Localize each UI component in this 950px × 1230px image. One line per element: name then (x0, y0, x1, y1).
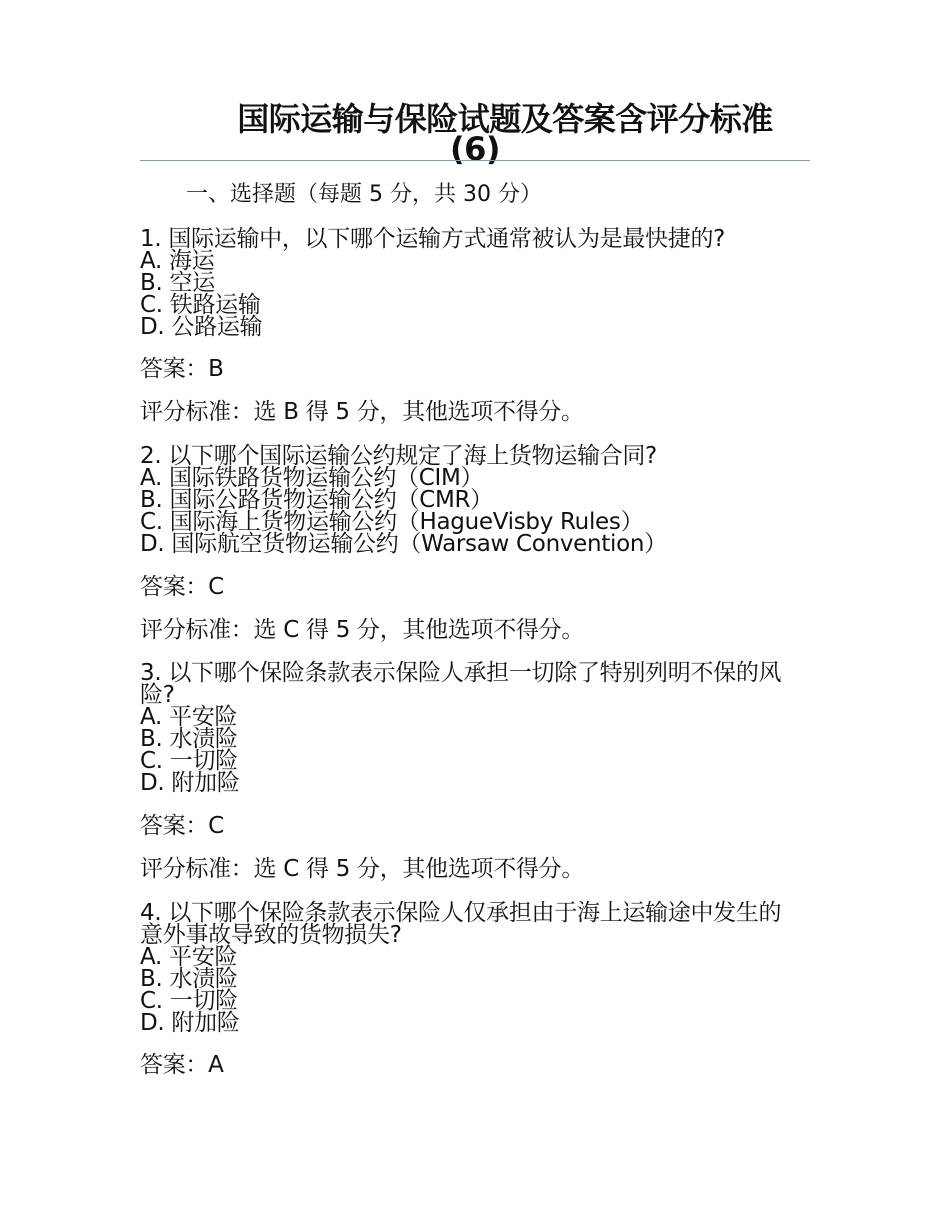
option-b: B. 水渍险 (140, 966, 238, 992)
question-text: 1. 国际运输中，以下哪个运输方式通常被认为是最快捷的? (140, 226, 726, 252)
title-line-1: 国际运输与保险试题及答案含评分标准 (237, 100, 773, 138)
option-c: C. 一切险 (140, 748, 238, 774)
scoring-2: 评分标准：选 C 得 5 分，其他选项不得分。 (140, 617, 585, 643)
option-d: D. 附加险 (140, 770, 240, 796)
question-2 (140, 445, 800, 555)
option-b: B. 空运 (140, 270, 215, 296)
option-d: D. 国际航空货物运输公约（Warsaw Convention） (140, 531, 667, 557)
option-d: D. 公路运输 (140, 314, 263, 340)
title-underline (140, 160, 810, 161)
question-text: 3. 以下哪个保险条款表示保险人承担一切除了特别列明不保的风险? (140, 660, 782, 708)
answer-1: 答案：B (140, 356, 224, 382)
question-1 (140, 228, 800, 338)
document-title (140, 100, 810, 168)
answer-2: 答案：C (140, 574, 224, 600)
option-d: D. 附加险 (140, 1010, 240, 1036)
answer-3: 答案：C (140, 813, 224, 839)
option-b: B. 水渍险 (140, 726, 238, 752)
answer-4: 答案：A (140, 1052, 224, 1078)
option-a: A. 平安险 (140, 704, 238, 730)
scoring-1: 评分标准：选 B 得 5 分，其他选项不得分。 (140, 399, 584, 425)
question-3 (140, 662, 800, 794)
section-heading: 一、选择题（每题 5 分，共 30 分） (186, 182, 542, 207)
option-a: A. 平安险 (140, 944, 238, 970)
option-c: C. 一切险 (140, 988, 238, 1014)
title-line-2: (6) (449, 130, 500, 168)
option-c: C. 铁路运输 (140, 292, 261, 318)
question-text: 2. 以下哪个国际运输公约规定了海上货物运输合同? (140, 443, 657, 469)
question-4 (140, 902, 800, 1034)
option-a: A. 国际铁路货物运输公约（CIM） (140, 465, 484, 491)
option-c: C. 国际海上货物运输公约（HagueVisby Rules） (140, 509, 644, 535)
option-b: B. 国际公路货物运输公约（CMR） (140, 487, 493, 513)
option-a: A. 海运 (140, 248, 215, 274)
question-text: 4. 以下哪个保险条款表示保险人仅承担由于海上运输途中发生的意外事故导致的货物损失? (140, 900, 782, 948)
scoring-3: 评分标准：选 C 得 5 分，其他选项不得分。 (140, 856, 585, 882)
